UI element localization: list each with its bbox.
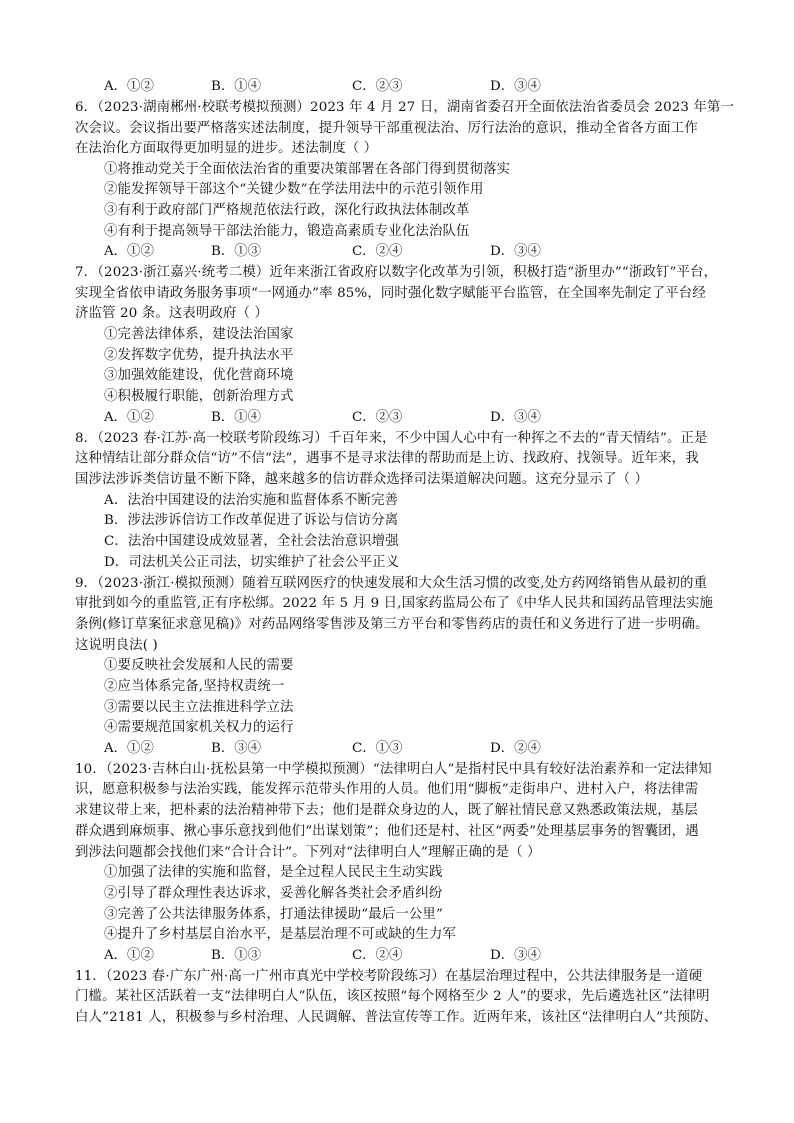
choice-c: C．②④ <box>352 244 403 259</box>
q7-stem-line-3: 济监管 20 条。这表明政府（ ） <box>75 306 269 321</box>
choice-a: A．①② <box>104 79 154 94</box>
choice-c: C．②③ <box>352 79 403 94</box>
q11-stem-line-1: 11．（2023 春·广东广州·高一广州市真光中学校考阶段练习）在基层治理过程中，公共法律服务是一道硬 <box>75 969 703 984</box>
q10-stem-line-2: 识，愿意积极参与法治实践，能发挥示范带头作用的人员。他们用“脚板”走街串户、进村入户，将法律需 <box>75 782 699 797</box>
q9-option-2: ②应当体系完备,坚持权责统一 <box>104 679 285 694</box>
choice-d: D．②④ <box>490 741 541 756</box>
q7-option-2: ②发挥数字优势，提升执法水平 <box>104 348 294 363</box>
choice-b: B．③④ <box>211 741 262 756</box>
choice-a: A．①② <box>104 244 154 259</box>
q10-stem-line-5: 到涉法问题都会找他们来“合计合计”。下列对“法律明白人”理解正确的是（ ） <box>75 845 541 860</box>
choice-c: C．②③ <box>352 410 403 425</box>
q8-stem-line-2: 这种情结让部分群众信“访”不信“法”，遇事不是寻求法律的帮助而是上访、找政府、找领导。近年来，我 <box>75 451 699 466</box>
choice-b: B．①④ <box>211 410 262 425</box>
q10-option-1: ①加强了法律的实施和监督，是全过程人民民主生动实践 <box>104 865 443 880</box>
q9-option-3: ③需要以民主立法推进科学立法 <box>104 700 294 715</box>
choice-d: D．③④ <box>490 948 541 963</box>
q8-stem-line-3: 国涉法涉诉类信访量不断下降，越来越多的信访群众选择司法渠道解决问题。这充分显示了（ ） <box>75 472 649 487</box>
q8-option-a: A．法治中国建设的法治实施和监督体系不断完善 <box>104 493 399 508</box>
choice-a: A．①② <box>104 948 154 963</box>
q6-option-3: ③有利于政府部门严格规范依法行政，深化行政执法体制改革 <box>104 203 470 218</box>
choice-c: C．①③ <box>352 741 403 756</box>
choice-d: D．③④ <box>490 244 541 259</box>
q9-stem-line-1: 9．（2023·浙江·模拟预测）随着互联网医疗的快速发展和大众生活习惯的改变,处方药网络销售从最初的重 <box>75 576 708 591</box>
q7-option-4: ④积极履行职能，创新治理方式 <box>104 389 294 404</box>
q9-stem-line-2: 审批到如今的重监管,正有序松绑。2022 年 5 月 9 日,国家药监局公布了《中华人民共和国药品管理法实施 <box>75 596 714 611</box>
q6-option-1: ①将推动党关于全面依法治省的重要决策部署在各部门得到贯彻落实 <box>104 162 511 177</box>
q8-option-d: D．司法机关公正司法，切实维护了社会公平正义 <box>104 555 400 570</box>
q8-stem-line-1: 8．（2023 春·江苏·高一校联考阶段练习）千百年来，不少中国人心中有一种挥之不去的“青天情结”。正是 <box>75 431 708 446</box>
q10-stem-line-3: 求建议带上来，把朴素的法治精神带下去；他们是群众身边的人，既了解社情民意又熟悉政策法规，基层 <box>75 803 698 818</box>
q10-option-4: ④提升了乡村基层自治水平，是基层治理不可或缺的生力军 <box>104 927 457 942</box>
q7-stem-line-2: 实现全省依申请政务服务事项“一网通办”率 85%，同时强化数字赋能平台监管，在全国率先制定了平台经 <box>75 286 706 301</box>
q9-option-4: ④需要规范国家机关权力的运行 <box>104 720 294 735</box>
choice-c: C．②④ <box>352 948 403 963</box>
q6-option-4: ④有利于提高领导干部法治能力，锻造高素质专业化法治队伍 <box>104 224 470 239</box>
q10-option-2: ②引导了群众理性表达诉求，妥善化解各类社会矛盾纠纷 <box>104 886 443 901</box>
q11-stem-line-3: 白人”2181 人，积极参与乡村治理、人民调解、普法宣传等工作。近两年来，该社区“法律明白人”共预防、 <box>75 1010 718 1025</box>
choice-b: B．①④ <box>211 79 262 94</box>
q10-stem-line-4: 群众遇到麻烦事、揪心事乐意找到他们“出谋划策”；他们还是村、社区“两委”处理基层事务的智囊团，遇 <box>75 824 699 839</box>
choice-b: B．①③ <box>211 244 262 259</box>
q11-stem-line-2: 门槛。某社区活跃着一支“法律明白人”队伍，该区按照“每个网格至少 2 人”的要求，先后遴选社区“法律明 <box>75 989 710 1004</box>
choice-a: A．①② <box>104 410 154 425</box>
q9-stem-line-4: 这说明良法( ) <box>75 638 158 653</box>
q7-option-1: ①完善法律体系，建设法治国家 <box>104 327 294 342</box>
q10-option-3: ③完善了公共法律服务体系，打通法律援助“最后一公里” <box>104 907 443 922</box>
q6-stem-line-3: 在法治化方面取得更加明显的进步。述法制度（ ） <box>75 141 378 156</box>
choice-d: D．③④ <box>490 79 541 94</box>
q6-stem-line-1: 6．（2023·湖南郴州·校联考模拟预测）2023 年 4 月 27 日，湖南省委召开全面依法治省委员会 2023 年第一 <box>75 100 735 115</box>
choice-a: A．①② <box>104 741 154 756</box>
q8-option-b: B．涉法涉诉信访工作改革促进了诉讼与信访分离 <box>104 513 399 528</box>
q7-option-3: ③加强效能建设，优化营商环境 <box>104 368 294 383</box>
choice-d: D．③④ <box>490 410 541 425</box>
q9-stem-line-3: 条例(修订草案征求意见稿)》对药品网络零售涉及第三方平台和零售药店的责任和义务进行了进一步明确。 <box>75 617 709 632</box>
q8-option-c: C．法治中国建设成效显著，全社会法治意识增强 <box>104 534 399 549</box>
q9-option-1: ①要反映社会发展和人民的需要 <box>104 658 294 673</box>
q6-option-2: ②能发挥领导干部这个“关键少数”在学法用法中的示范引领作用 <box>104 182 484 197</box>
q7-stem-line-1: 7．（2023·浙江嘉兴·统考二模）近年来浙江省政府以数字化改革为引领，积极打造“浙里办”“浙政钉”平台， <box>75 265 718 280</box>
q6-stem-line-2: 次会议。会议指出要严格落实述法制度，提升领导干部重视法治、厉行法治的意识，推动全省各方面工作 <box>75 121 698 136</box>
q10-stem-line-1: 10．（2023·吉林白山·抚松县第一中学模拟预测）“法律明白人”是指村民中具有较好法治素养和一定法律知 <box>75 762 712 777</box>
choice-b: B．①③ <box>211 948 262 963</box>
